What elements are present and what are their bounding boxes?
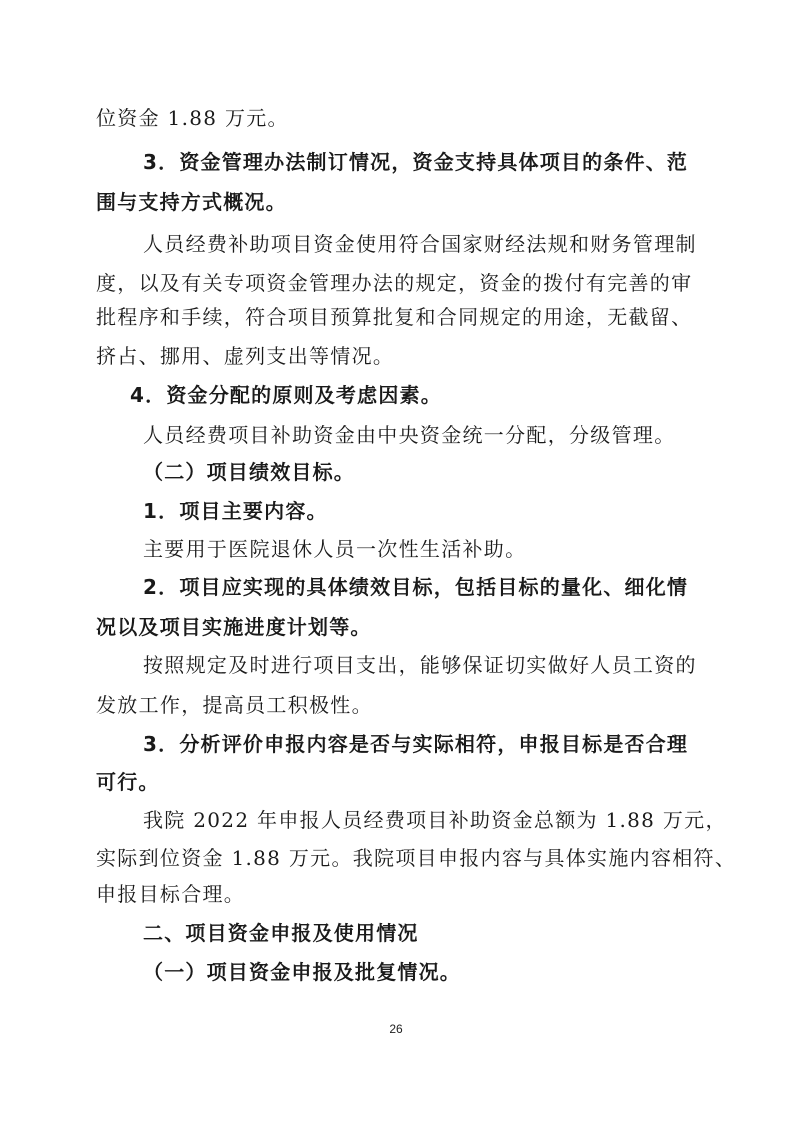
text-line: 按照规定及时进行项目支出，能够保证切实做好人员工资的	[143, 653, 697, 677]
section-heading: 1．项目主要内容。	[143, 499, 328, 523]
section-heading: 3．资金管理办法制订情况，资金支持具体项目的条件、范	[143, 150, 689, 174]
section-heading: （一）项目资金申报及批复情况。	[143, 960, 461, 984]
text-line: 主要用于医院退休人员一次性生活补助。	[143, 537, 527, 561]
section-heading: 4．资金分配的原则及考虑因素。	[130, 383, 442, 407]
text-line: 位资金 1.88 万元。	[96, 106, 289, 130]
section-heading: 2．项目应实现的具体绩效目标，包括目标的量化、细化情	[143, 575, 689, 599]
section-heading: （二）项目绩效目标。	[143, 460, 355, 484]
text-line: 我院 2022 年申报人员经费项目补助资金总额为 1.88 万元，	[143, 808, 727, 832]
section-heading: 3．分析评价申报内容是否与实际相符，申报目标是否合理	[143, 732, 689, 756]
text-line: 批程序和手续，符合项目预算批复和合同规定的用途，无截留、	[96, 305, 693, 329]
text-line: 实际到位资金 1.88 万元。我院项目申报内容与具体实施内容相符、	[96, 846, 737, 870]
text-line: 申报目标合理。	[96, 882, 246, 906]
text-line: 挤占、挪用、虚列支出等情况。	[96, 344, 395, 368]
text-line: 人员经费补助项目资金使用符合国家财经法规和财务管理制	[143, 232, 697, 256]
section-heading: 况以及项目实施进度计划等。	[96, 615, 372, 639]
text-line: 度，以及有关专项资金管理办法的规定，资金的拨付有完善的审	[96, 271, 693, 295]
section-heading: 围与支持方式概况。	[96, 190, 287, 214]
text-line: 发放工作，提高员工积极性。	[96, 693, 373, 717]
section-heading: 可行。	[96, 770, 160, 794]
chapter-heading: 二、项目资金申报及使用情况	[143, 921, 419, 945]
text-line: 人员经费项目补助资金由中央资金统一分配，分级管理。	[143, 423, 676, 447]
page-number: 26	[389, 1022, 403, 1036]
